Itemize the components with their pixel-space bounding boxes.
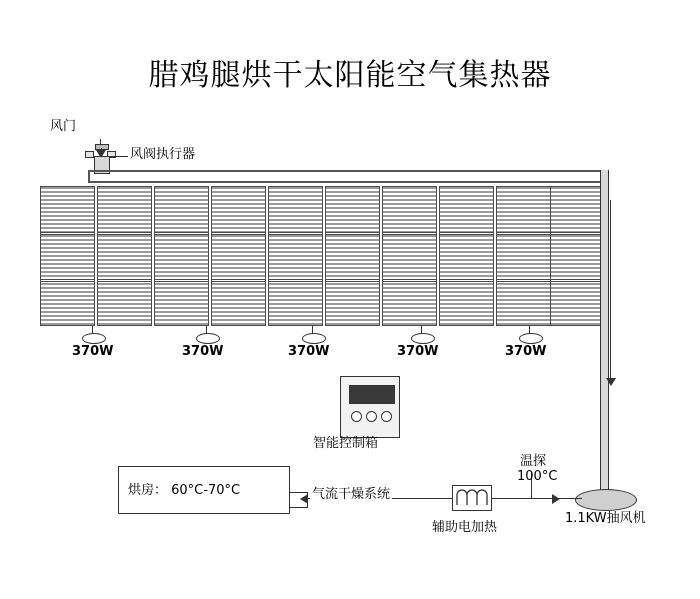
- panel-fan-icon: [196, 326, 222, 342]
- aux-heater-label: 辅助电加热: [432, 520, 498, 535]
- collector-panel: [40, 186, 95, 326]
- airflow-direction-line: [610, 200, 611, 380]
- panel-fan-icon: [82, 326, 108, 342]
- collector-panel: [325, 186, 380, 326]
- collector-panel: [211, 186, 266, 326]
- control-box-knob[interactable]: [351, 411, 362, 422]
- fan-power-label: 370W: [505, 344, 547, 359]
- control-box-knob[interactable]: [381, 411, 392, 422]
- collector-panel: [496, 186, 551, 326]
- heater-to-blower-arrow: [552, 494, 560, 504]
- damper-label: 风门: [50, 119, 77, 134]
- collector-panel: [268, 186, 323, 326]
- control-box-display: [349, 385, 395, 404]
- panel-fan-icon: [519, 326, 545, 342]
- vertical-duct: [600, 170, 609, 500]
- airflow-direction-arrow: [606, 378, 616, 386]
- top-duct-line-lower: [88, 181, 608, 183]
- drying-room-label: 烘房： 60°C-70°C: [128, 483, 241, 498]
- collector-panel: [550, 186, 605, 326]
- smart-control-box[interactable]: [340, 376, 400, 438]
- exhaust-blower: [575, 489, 637, 511]
- temp-probe-label: 温探: [520, 454, 547, 469]
- fan-power-label: 370W: [182, 344, 224, 359]
- damper-actuator-leader: [108, 156, 128, 157]
- page-title: 腊鸡腿烘干太阳能空气集热器: [148, 58, 552, 93]
- heating-element-icon: [453, 486, 491, 510]
- airflow-system-label: 气流干燥系统: [312, 487, 391, 502]
- damper-actuator-label: 风阀执行器: [130, 147, 196, 162]
- panel-fan-icon: [411, 326, 437, 342]
- blower-label: 1.1KW抽风机: [565, 511, 646, 526]
- damper-actuator-cap: [95, 144, 109, 150]
- heater-to-blower-duct: [492, 498, 582, 499]
- collector-panel: [97, 186, 152, 326]
- top-duct-left-cap: [88, 170, 90, 182]
- fan-power-label: 370W: [397, 344, 439, 359]
- top-duct-line-upper: [88, 170, 608, 172]
- collector-panel: [439, 186, 494, 326]
- panel-fan-icon: [302, 326, 328, 342]
- fan-power-label: 370W: [72, 344, 114, 359]
- return-duct-arrow: [300, 494, 308, 504]
- temp-probe-value: 100°C: [517, 469, 558, 484]
- control-box-label: 智能控制箱: [313, 436, 379, 451]
- solar-air-collector-array: [40, 186, 605, 326]
- damper-wing-left: [85, 151, 94, 158]
- collector-panel: [382, 186, 437, 326]
- aux-electric-heater: [452, 485, 492, 511]
- collector-panel: [154, 186, 209, 326]
- control-box-knob[interactable]: [366, 411, 377, 422]
- fan-power-label: 370W: [288, 344, 330, 359]
